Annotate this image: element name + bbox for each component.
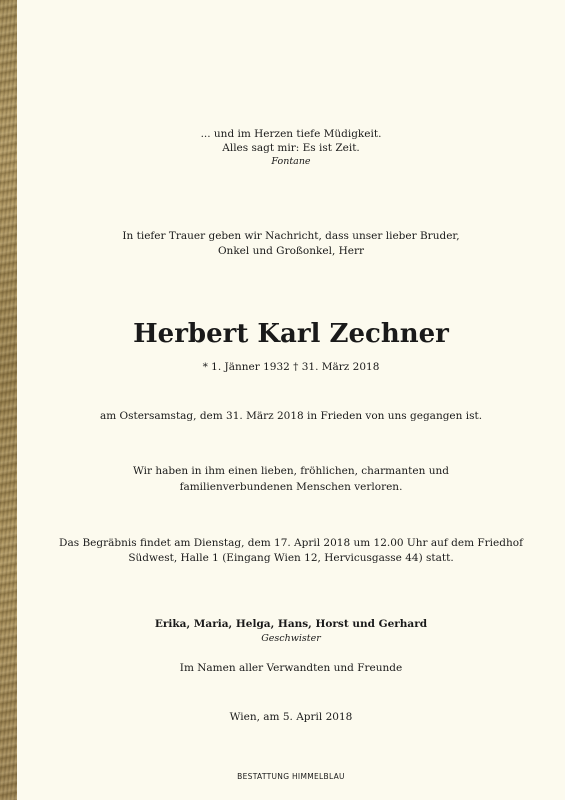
mourners-relation: Geschwister: [261, 633, 321, 644]
quote-line-2: Alles sagt mir: Es ist Zeit.: [222, 142, 360, 154]
mourners-others: Im Namen aller Verwandten und Freunde: [179, 662, 403, 674]
life-dates: * 1. Jänner 1932 † 31. März 2018: [202, 361, 380, 373]
funeral-line-1: Das Begräbnis findet am Dienstag, dem 17. April 2018 um 12.00 Uhr auf dem Friedhof: [59, 537, 523, 549]
passing-text: am Ostersamstag, dem 31. März 2018 in Frieden von uns gegangen ist.: [99, 410, 483, 422]
deceased-name: Herbert Karl Zechner: [133, 319, 449, 349]
tribute-line-1: Wir haben in ihm einen lieben, fröhlichen, charmanten und: [133, 465, 449, 477]
tribute-line-2: familienverbundenen Menschen verloren.: [179, 481, 403, 493]
mourners-names: Erika, Maria, Helga, Hans, Horst und Gerhard: [154, 618, 428, 630]
place-date: Wien, am 5. April 2018: [229, 711, 353, 723]
intro-line-2: Onkel und Großonkel, Herr: [217, 245, 365, 257]
quote-author: Fontane: [271, 156, 311, 167]
intro-line-1: In tiefer Trauer geben wir Nachricht, dass unser lieber Bruder,: [122, 230, 460, 242]
funeral-home-name: BESTATTUNG HIMMELBLAU: [237, 772, 345, 781]
obituary-page: [17, 0, 565, 800]
decorative-border: [0, 0, 17, 800]
quote-line-1: ... und im Herzen tiefe Müdigkeit.: [200, 128, 382, 140]
funeral-line-2: Südwest, Halle 1 (Eingang Wien 12, Hervicusgasse 44) statt.: [128, 552, 454, 564]
